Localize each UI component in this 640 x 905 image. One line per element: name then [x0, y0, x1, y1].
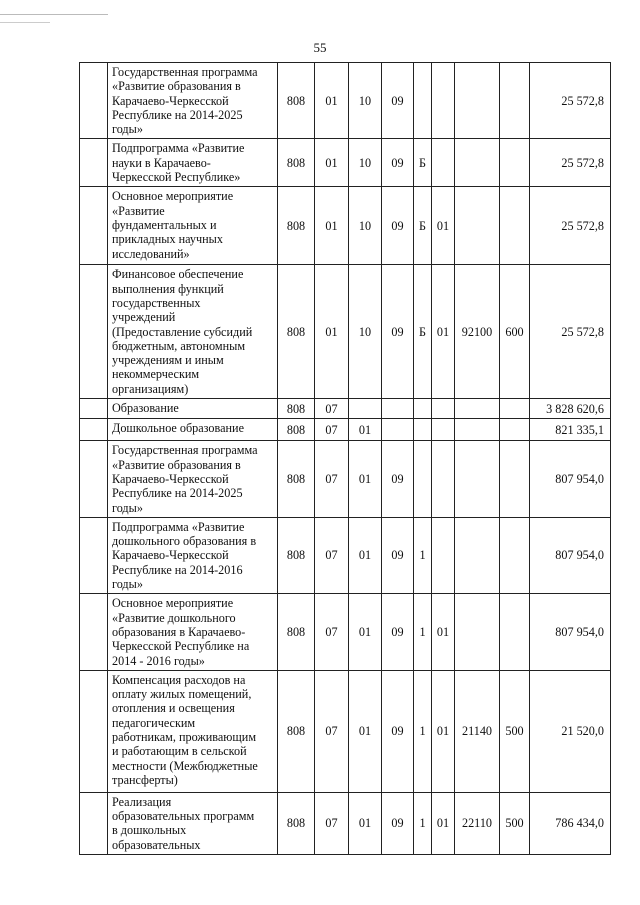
table-row	[80, 419, 611, 441]
table-row	[80, 399, 611, 419]
direction-code: 92100	[455, 265, 500, 399]
section-code: 07	[315, 670, 349, 792]
subprogram-code: 1	[414, 517, 432, 593]
subsection-code: 10	[349, 63, 382, 139]
amount: 25 572,8	[530, 187, 611, 265]
expense-type-code	[500, 517, 530, 593]
subprogram-code: Б	[414, 265, 432, 399]
direction-code	[455, 187, 500, 265]
subprogram-code: Б	[414, 139, 432, 187]
amount: 21 520,0	[530, 670, 611, 792]
subprogram-code	[414, 419, 432, 441]
expense-type-code: 500	[500, 792, 530, 854]
expense-type-code	[500, 419, 530, 441]
expense-type-code: 600	[500, 265, 530, 399]
program-code: 09	[382, 265, 414, 399]
item-name: Компенсация расходов на оплату жилых помещений, отопления и освещения педагогическим работникам, проживающим и работающим в сельской местности (Межбюджетные трансферты)	[108, 670, 278, 792]
expense-type-code	[500, 63, 530, 139]
department-code: 808	[278, 265, 315, 399]
item-name: Основное мероприятие «Развитие дошкольного образования в Карачаево- Черкесской Республике на 2014 - 2016 годы»	[108, 594, 278, 670]
blank-cell	[80, 399, 108, 419]
program-code: 09	[382, 517, 414, 593]
blank-cell	[80, 594, 108, 670]
table-row	[80, 139, 611, 187]
program-code	[382, 419, 414, 441]
program-code	[382, 399, 414, 419]
blank-cell	[80, 139, 108, 187]
subsection-code: 01	[349, 594, 382, 670]
direction-code	[455, 594, 500, 670]
department-code: 808	[278, 670, 315, 792]
item-name: Образование	[108, 399, 278, 419]
section-code: 01	[315, 187, 349, 265]
direction-code	[455, 441, 500, 517]
expense-type-code	[500, 187, 530, 265]
table-row	[80, 792, 611, 854]
subsection-code: 01	[349, 670, 382, 792]
amount: 25 572,8	[530, 63, 611, 139]
scan-edge-line	[0, 22, 50, 23]
subprogram-code: 1	[414, 792, 432, 854]
department-code: 808	[278, 441, 315, 517]
subsection-code	[349, 399, 382, 419]
program-code: 09	[382, 670, 414, 792]
subsection-code: 01	[349, 792, 382, 854]
department-code: 808	[278, 792, 315, 854]
direction-code	[455, 419, 500, 441]
blank-cell	[80, 187, 108, 265]
department-code: 808	[278, 399, 315, 419]
direction-code: 22110	[455, 792, 500, 854]
item-name: Государственная программа «Развитие образования в Карачаево-Черкесской Республике на 2014-2025 годы»	[108, 441, 278, 517]
subprogram-code: 1	[414, 670, 432, 792]
item-name: Подпрограмма «Развитие дошкольного образования в Карачаево-Черкесской Республике на 2014-2016 годы»	[108, 517, 278, 593]
blank-cell	[80, 517, 108, 593]
section-code: 01	[315, 139, 349, 187]
section-code: 07	[315, 517, 349, 593]
amount: 807 954,0	[530, 517, 611, 593]
expense-type-code	[500, 399, 530, 419]
department-code: 808	[278, 139, 315, 187]
subsection-code: 10	[349, 187, 382, 265]
department-code: 808	[278, 517, 315, 593]
department-code: 808	[278, 419, 315, 441]
section-code: 07	[315, 399, 349, 419]
activity-code: 01	[432, 594, 455, 670]
subsection-code: 01	[349, 419, 382, 441]
item-name: Дошкольное образование	[108, 419, 278, 441]
table-row	[80, 63, 611, 139]
program-code: 09	[382, 441, 414, 517]
subsection-code: 01	[349, 517, 382, 593]
subprogram-code	[414, 63, 432, 139]
amount: 25 572,8	[530, 265, 611, 399]
activity-code	[432, 399, 455, 419]
activity-code	[432, 441, 455, 517]
blank-cell	[80, 419, 108, 441]
section-code: 07	[315, 441, 349, 517]
section-code: 07	[315, 594, 349, 670]
budget-table-body	[80, 63, 611, 855]
section-code: 07	[315, 792, 349, 854]
subsection-code: 10	[349, 139, 382, 187]
section-code: 01	[315, 63, 349, 139]
item-name: Государственная программа «Развитие образования в Карачаево-Черкесской Республике на 2014-2025 годы»	[108, 63, 278, 139]
amount: 3 828 620,6	[530, 399, 611, 419]
expense-type-code	[500, 594, 530, 670]
direction-code	[455, 517, 500, 593]
blank-cell	[80, 792, 108, 854]
department-code: 808	[278, 594, 315, 670]
subprogram-code: 1	[414, 594, 432, 670]
subprogram-code	[414, 399, 432, 419]
department-code: 808	[278, 63, 315, 139]
program-code: 09	[382, 792, 414, 854]
expense-type-code	[500, 441, 530, 517]
program-code: 09	[382, 139, 414, 187]
department-code: 808	[278, 187, 315, 265]
subprogram-code	[414, 441, 432, 517]
item-name: Реализация образовательных программ в дошкольных образовательных	[108, 792, 278, 854]
program-code: 09	[382, 187, 414, 265]
amount: 25 572,8	[530, 139, 611, 187]
activity-code: 01	[432, 187, 455, 265]
table-row	[80, 187, 611, 265]
expense-type-code	[500, 139, 530, 187]
activity-code: 01	[432, 265, 455, 399]
budget-table	[79, 62, 611, 855]
direction-code: 21140	[455, 670, 500, 792]
subprogram-code: Б	[414, 187, 432, 265]
table-row	[80, 265, 611, 399]
blank-cell	[80, 670, 108, 792]
blank-cell	[80, 265, 108, 399]
table-row	[80, 517, 611, 593]
program-code: 09	[382, 594, 414, 670]
direction-code	[455, 63, 500, 139]
blank-cell	[80, 441, 108, 517]
item-name: Основное мероприятие «Развитие фундаментальных и прикладных научных исследований»	[108, 187, 278, 265]
activity-code: 01	[432, 670, 455, 792]
table-row	[80, 670, 611, 792]
page-number: 55	[313, 40, 327, 55]
direction-code	[455, 399, 500, 419]
section-code: 01	[315, 265, 349, 399]
amount: 821 335,1	[530, 419, 611, 441]
activity-code: 01	[432, 792, 455, 854]
activity-code	[432, 63, 455, 139]
activity-code	[432, 517, 455, 593]
blank-cell	[80, 63, 108, 139]
subsection-code: 01	[349, 441, 382, 517]
expense-type-code: 500	[500, 670, 530, 792]
amount: 807 954,0	[530, 594, 611, 670]
subsection-code: 10	[349, 265, 382, 399]
item-name: Подпрограмма «Развитие науки в Карачаево- Черкесской Республике»	[108, 139, 278, 187]
table-row	[80, 594, 611, 670]
table-row	[80, 441, 611, 517]
amount: 786 434,0	[530, 792, 611, 854]
scan-edge-line	[0, 14, 108, 15]
direction-code	[455, 139, 500, 187]
section-code: 07	[315, 419, 349, 441]
item-name: Финансовое обеспечение выполнения функций государственных учреждений (Предоставление субсидий бюджетным, автономным учреждениям и иным некоммерческим организациям)	[108, 265, 278, 399]
activity-code	[432, 139, 455, 187]
amount: 807 954,0	[530, 441, 611, 517]
activity-code	[432, 419, 455, 441]
program-code: 09	[382, 63, 414, 139]
